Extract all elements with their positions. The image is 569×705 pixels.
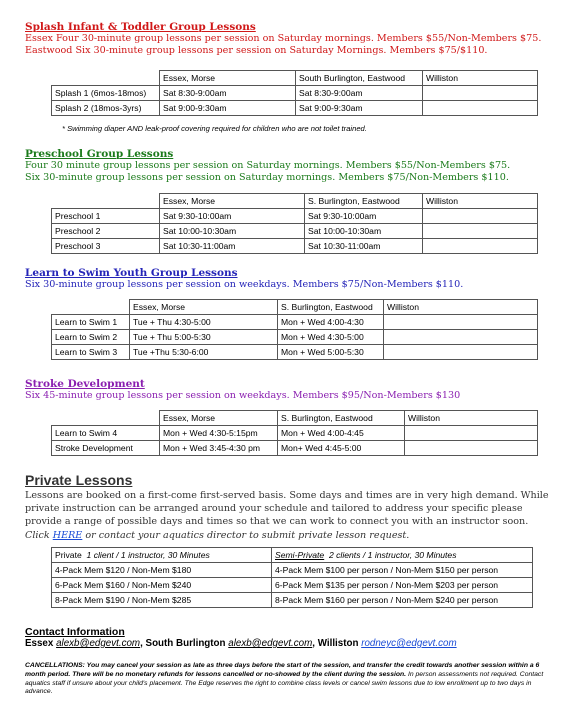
header-cell: South Burlington, Eastwood: [296, 71, 423, 86]
table-row: [52, 239, 538, 254]
splash-note: * Swimming diaper AND leak-proof covering required for children who are not toilet trained.: [62, 124, 367, 133]
header-cell: Williston: [384, 300, 538, 315]
williston-email[interactable]: rodneyc@edgevt.com: [361, 638, 457, 649]
private-line-3: provide a range of possible days and times so that we can work to connect you with an instructor soon.: [25, 516, 529, 528]
row-label: Learn to Swim 4: [52, 426, 160, 441]
table-cell: 8-Pack Mem $160 per person / Non-Mem $240 per person: [272, 593, 533, 608]
table-cell: [384, 345, 538, 360]
table-cell: [405, 426, 538, 441]
table-header-row: [52, 548, 533, 563]
contact-line: [25, 638, 549, 649]
table-cell: [423, 239, 538, 254]
stroke-title: Stroke Development: [25, 378, 145, 390]
table-row: [52, 224, 538, 239]
header-cell: S. Burlington, Eastwood: [305, 194, 423, 209]
header-cell: Essex, Morse: [160, 71, 296, 86]
table-cell: Mon + Wed 4:30-5:00: [278, 330, 384, 345]
table-cell: [423, 224, 538, 239]
table-row: [52, 315, 538, 330]
table-cell: 4-Pack Mem $100 per person / Non-Mem $150 per person: [272, 563, 533, 578]
williston-label: , Williston: [312, 638, 359, 649]
here-link[interactable]: HERE: [52, 529, 83, 541]
after-link-text: or contact your aquatics director to submit private lesson request.: [82, 529, 410, 541]
table-row: [52, 209, 538, 224]
table-cell: Sat 10:30-11:00am: [160, 239, 305, 254]
table-row: [52, 578, 533, 593]
private-section: [25, 472, 549, 542]
cancellation-bold: CANCELLATIONS: You may cancel your session as late as three days before the start of the session, and transfer the credit towards another session within a 6 month period. There will be no monetary refunds for lessons cancelled or no-showed by the client during the session.: [25, 662, 540, 678]
splash-table: [51, 70, 538, 116]
table-cell: Sat 8:30-9:00am: [160, 86, 296, 101]
splash-section: [25, 21, 549, 56]
row-label: Stroke Development: [52, 441, 160, 456]
row-label: Splash 1 (6mos-18mos): [52, 86, 160, 101]
semi-private-sub: 2 clients / 1 instructor, 30 Minutes: [328, 550, 457, 560]
table-cell: Tue +Thu 5:30-6:00: [130, 345, 278, 360]
header-cell: S. Burlington, Eastwood: [278, 300, 384, 315]
table-cell: 4-Pack Mem $120 / Non-Mem $180: [52, 563, 272, 578]
table-row: [52, 441, 538, 456]
table-cell: [405, 441, 538, 456]
table-cell: Tue + Thu 5:00-5:30: [130, 330, 278, 345]
learn-title: Learn to Swim Youth Group Lessons: [25, 267, 238, 279]
preschool-line-1: Four 30 minute group lessons per session on Saturday mornings. Members $55/Non-Members $75.: [25, 160, 511, 171]
header-cell: Williston: [423, 194, 538, 209]
table-cell: Sat 10:30-11:00am: [305, 239, 423, 254]
table-cell: Mon + Wed 4:00-4:30: [278, 315, 384, 330]
table-cell: Mon + Wed 4:30-5:15pm: [160, 426, 278, 441]
splash-line-1: Essex Four 30-minute group lessons per session on Saturday mornings. Members $55/Non-Members $75.: [25, 33, 542, 44]
header-cell: Essex, Morse: [160, 194, 305, 209]
essex-email[interactable]: alexb@edgevt.com: [56, 638, 141, 649]
table-cell: 6-Pack Mem $135 per person / Non-Mem $203 per person: [272, 578, 533, 593]
table-cell: Sat 9:00-9:30am: [296, 101, 423, 116]
header-cell: [52, 548, 272, 563]
private-line-1: Lessons are booked on a first-come first-served basis. Some days and times are in very high demand. While: [25, 490, 549, 501]
table-cell: 8-Pack Mem $190 / Non-Mem $285: [52, 593, 272, 608]
table-cell: Tue + Thu 4:30-5:00: [130, 315, 278, 330]
header-cell: Essex, Morse: [160, 411, 278, 426]
table-header-row: [52, 194, 538, 209]
splash-line-2: Eastwood Six 30-minute group lessons per session on Saturday Mornings. Members $75/$110.: [25, 44, 488, 56]
private-line-2: private instruction can be arranged around your schedule and tailored to address your specific please: [25, 503, 523, 515]
table-cell: Sat 9:30-10:00am: [305, 209, 423, 224]
table-header-row: [52, 411, 538, 426]
header-cell: Essex, Morse: [130, 300, 278, 315]
row-label: Learn to Swim 3: [52, 345, 130, 360]
table-cell: [384, 330, 538, 345]
row-label: Preschool 1: [52, 209, 160, 224]
cancellation-policy: [25, 662, 547, 697]
learn-section: [25, 267, 549, 291]
preschool-table: [51, 193, 538, 254]
semi-private-head: Semi-Private: [275, 550, 325, 560]
preschool-title: Preschool Group Lessons: [25, 148, 174, 160]
table-row: [52, 563, 533, 578]
cancellation-rest: In person assessments not required. Contact aquatics staff if unsure about your child's placement. The Edge reserves the right to combine class levels or cancel swim lessons due to low enrollment up to two days in advance.: [25, 670, 544, 696]
click-text: Click: [25, 529, 53, 541]
header-cell: Williston: [423, 71, 538, 86]
learn-table: [51, 299, 538, 360]
private-title: Private Lessons: [25, 472, 133, 488]
table-cell: Sat 9:30-10:00am: [160, 209, 305, 224]
private-paragraph: [25, 489, 549, 542]
stroke-section: [25, 378, 549, 402]
header-cell: [272, 548, 533, 563]
table-cell: [423, 86, 538, 101]
private-table: [51, 547, 533, 608]
row-label: Preschool 2: [52, 224, 160, 239]
essex-label: Essex: [25, 638, 54, 649]
stroke-line-1: Six 45-minute group lessons per session on weekdays. Members $95/Non-Members $130: [25, 390, 461, 401]
private-head: Private: [55, 550, 82, 560]
table-row: [52, 330, 538, 345]
table-cell: [423, 101, 538, 116]
table-row: [52, 426, 538, 441]
table-cell: [423, 209, 538, 224]
table-cell: Sat 9:00-9:30am: [160, 101, 296, 116]
table-cell: Mon + Wed 5:00-5:30: [278, 345, 384, 360]
table-cell: Sat 10:00-10:30am: [160, 224, 305, 239]
row-label: Learn to Swim 2: [52, 330, 130, 345]
table-row: [52, 101, 538, 116]
contact-section: [25, 626, 549, 649]
header-cell: Williston: [405, 411, 538, 426]
splash-title: Splash Infant & Toddler Group Lessons: [25, 21, 256, 33]
preschool-section: [25, 148, 549, 183]
learn-line-1: Six 30-minute group lessons per session on weekdays. Members $75/Non-Members $110.: [25, 279, 464, 290]
private-sub: 1 client / 1 instructor, 30 Minutes: [86, 550, 210, 560]
table-cell: Mon + Wed 3:45-4:30 pm: [160, 441, 278, 456]
table-cell: 6-Pack Mem $160 / Non-Mem $240: [52, 578, 272, 593]
south-burlington-label: , South Burlington: [140, 638, 226, 649]
table-cell: Sat 10:00-10:30am: [305, 224, 423, 239]
table-header-row: [52, 300, 538, 315]
private-line-4: [25, 529, 549, 542]
contact-title: Contact Information: [25, 626, 125, 638]
table-header-row: [52, 71, 538, 86]
table-row: [52, 593, 533, 608]
row-label: Splash 2 (18mos-3yrs): [52, 101, 160, 116]
table-row: [52, 345, 538, 360]
table-cell: Mon+ Wed 4:45-5:00: [278, 441, 405, 456]
table-cell: [384, 315, 538, 330]
header-cell: S. Burlington, Eastwood: [278, 411, 405, 426]
row-label: Learn to Swim 1: [52, 315, 130, 330]
table-row: [52, 86, 538, 101]
preschool-line-2: Six 30-minute group lessons per session on Saturday mornings. Members $75/Non-Members $110.: [25, 171, 509, 183]
row-label: Preschool 3: [52, 239, 160, 254]
stroke-table: [51, 410, 538, 456]
table-cell: Sat 8:30-9:00am: [296, 86, 423, 101]
south-burlington-email[interactable]: alexb@edgevt.com: [228, 638, 313, 649]
table-cell: Mon + Wed 4:00-4:45: [278, 426, 405, 441]
